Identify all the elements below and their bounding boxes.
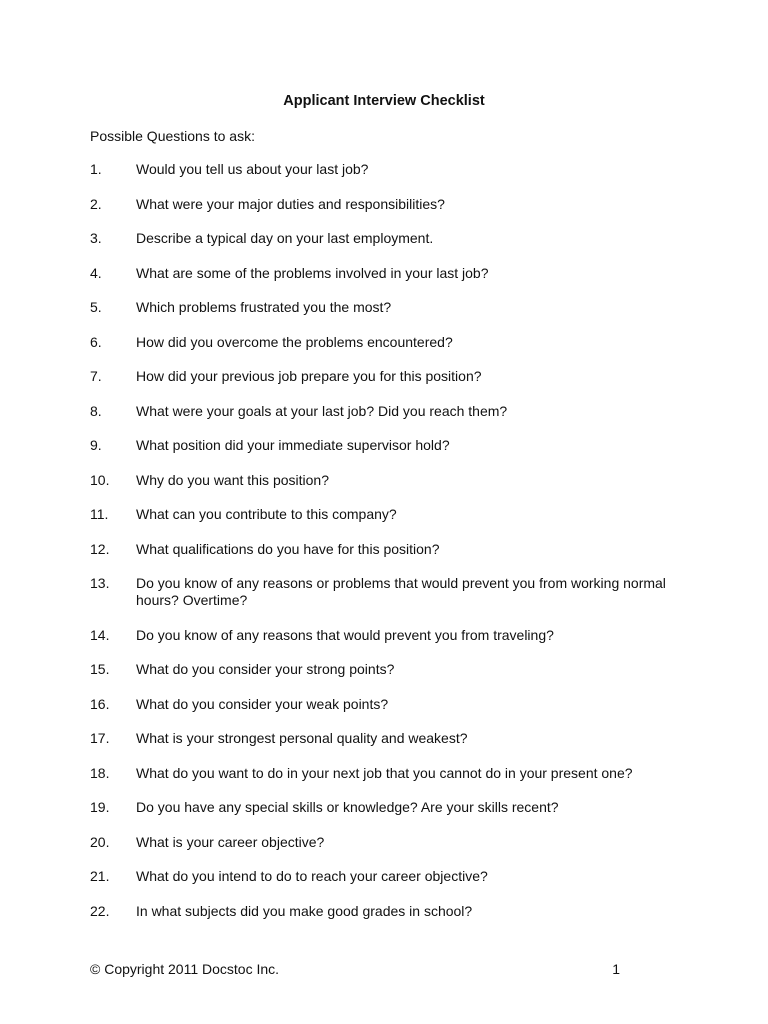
list-item	[90, 265, 690, 282]
item-number: 9.	[90, 437, 102, 453]
item-number: 15.	[90, 661, 110, 677]
list-item	[90, 661, 690, 678]
item-number: 18.	[90, 764, 110, 781]
list-item	[90, 299, 690, 316]
item-number: 17.	[90, 730, 110, 746]
list-item	[90, 541, 690, 558]
item-number: 14.	[90, 626, 110, 643]
list-item	[90, 730, 690, 747]
item-number: 16.	[90, 695, 110, 712]
page-number: 1	[612, 961, 620, 977]
list-item	[90, 506, 690, 523]
item-text: Which problems frustrated you the most?	[136, 299, 392, 315]
item-text: What do you want to do in your next job that you cannot do in your present one?	[136, 764, 633, 781]
item-text: What position did your immediate supervisor hold?	[136, 437, 450, 453]
item-text: What do you consider your strong points?	[136, 661, 395, 677]
item-number: 13.	[90, 575, 110, 591]
item-number: 20.	[90, 833, 110, 850]
item-text: What do you consider your weak points?	[136, 695, 389, 712]
item-text: Describe a typical day on your last employment.	[136, 230, 434, 246]
item-text: What is your career objective?	[136, 833, 325, 850]
item-number: 11.	[90, 506, 109, 522]
item-number: 1.	[90, 161, 102, 177]
item-number: 19.	[90, 799, 110, 815]
item-number: 21.	[90, 868, 110, 884]
page-title: Applicant Interview Checklist	[283, 93, 485, 109]
item-text: Do you know of any reasons that would prevent you from traveling?	[136, 626, 554, 643]
list-item	[90, 368, 690, 385]
list-item	[90, 161, 690, 178]
list-item	[90, 868, 690, 885]
list-item	[90, 696, 690, 713]
item-number: 8.	[90, 402, 102, 419]
list-item	[90, 334, 690, 351]
item-text: What do you intend to do to reach your career objective?	[136, 868, 488, 884]
item-text: What are some of the problems involved in your last job?	[136, 264, 489, 281]
item-number: 3.	[90, 230, 102, 246]
item-text: How did your previous job prepare you for this position?	[136, 368, 482, 384]
list-item	[90, 834, 690, 851]
list-item	[90, 196, 690, 213]
item-text: How did you overcome the problems encountered?	[136, 333, 453, 350]
list-item	[90, 230, 690, 247]
item-text: What is your strongest personal quality and weakest?	[136, 730, 468, 746]
copyright-notice: © Copyright 2011 Docstoc Inc.	[90, 961, 280, 977]
item-number: 7.	[90, 368, 102, 384]
item-text: What can you contribute to this company?	[136, 506, 397, 522]
item-number: 12.	[90, 540, 110, 557]
item-number: 6.	[90, 333, 102, 350]
list-item	[90, 765, 690, 782]
list-item	[90, 903, 690, 920]
list-item	[90, 403, 690, 420]
list-item	[90, 627, 690, 644]
list-item	[90, 437, 690, 454]
item-text: Would you tell us about your last job?	[136, 161, 369, 177]
item-number: 22.	[90, 902, 110, 919]
item-number: 4.	[90, 264, 102, 281]
list-item	[90, 472, 690, 489]
item-text: Do you have any special skills or knowledge? Are your skills recent?	[136, 799, 559, 815]
item-number: 5.	[90, 299, 102, 315]
question-list	[90, 161, 690, 937]
item-number: 10.	[90, 471, 110, 488]
item-text: In what subjects did you make good grades in school?	[136, 902, 473, 919]
item-number: 2.	[90, 195, 102, 212]
list-item	[90, 799, 690, 816]
item-text: What qualifications do you have for this position?	[136, 540, 440, 557]
item-text: What were your major duties and responsibilities?	[136, 195, 445, 212]
list-item	[90, 575, 690, 609]
item-text: Why do you want this position?	[136, 471, 329, 488]
item-text: What were your goals at your last job? Did you reach them?	[136, 402, 508, 419]
item-text: Do you know of any reasons or problems that would prevent you from working normal hours? Overtime?	[136, 575, 666, 608]
intro-text: Possible Questions to ask:	[90, 128, 255, 144]
